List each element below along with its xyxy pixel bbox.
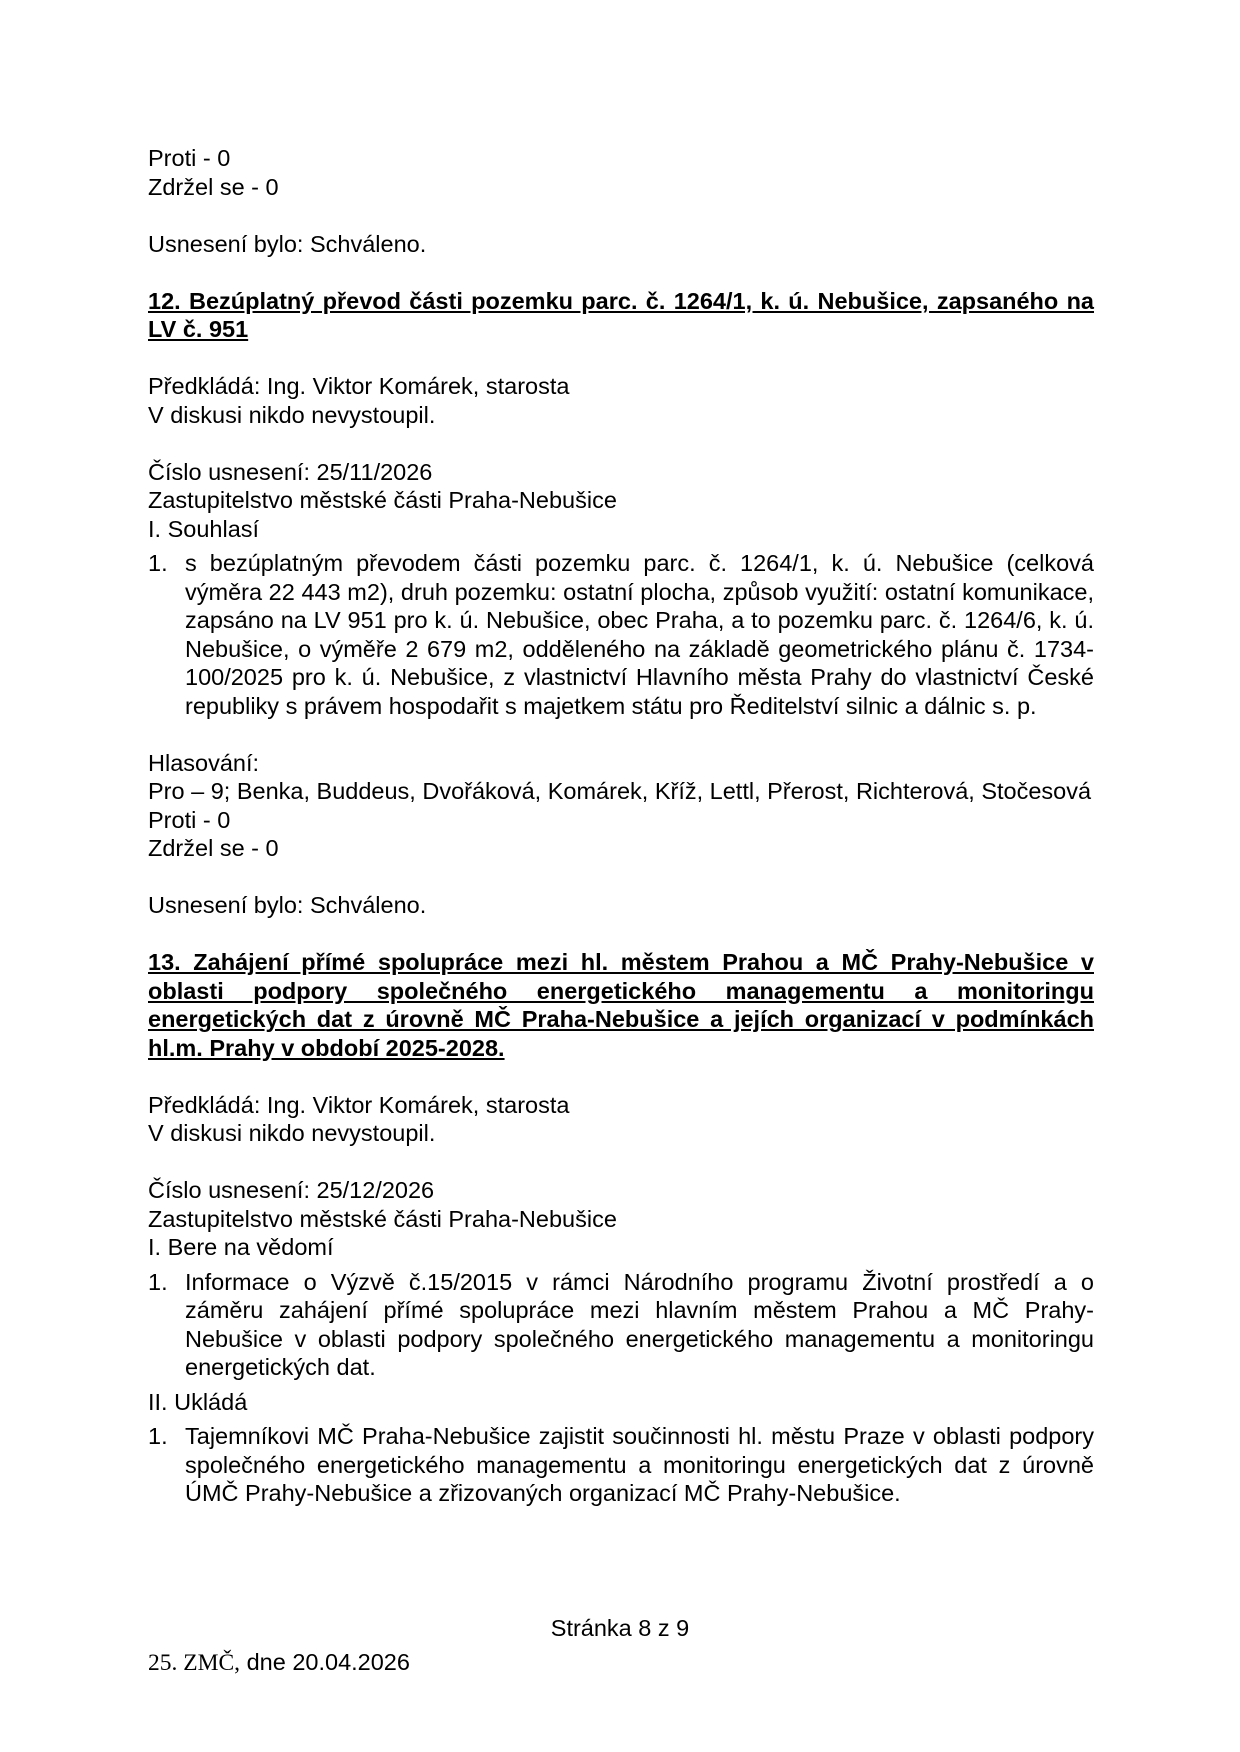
section-heading-13: 13. Zahájení přímé spolupráce mezi hl. městem Prahou a MČ Prahy-Nebušice v oblasti podpory společného energetického managementu a monitoringu energetických dat z úrovně MČ Praha-Nebušice a jejích organizací v podmínkách hl.m. Prahy v období 2025-2028. [148, 949, 1094, 1061]
footer-meeting: 25. ZMČ, [148, 1650, 241, 1676]
item-text: Informace o Výzvě č.15/2015 v rámci Národního programu Životní prostředí a o záměru zahájení přímé spolupráce mezi hlavním městem Prahou a MČ Prahy-Nebušice v oblasti podpory společného energetického managementu a monitoringu energetických dat. [185, 1268, 1094, 1380]
vote-against: Proti - 0 [148, 806, 231, 833]
vote-for: Pro – 9; Benka, Buddeus, Dvořáková, Komárek, Kříž, Lettl, Přerost, Richterová, Stočesová [148, 778, 1092, 804]
item-number: 1. [148, 1423, 168, 1449]
resolution-number: Číslo usnesení: 25/11/2026 [148, 458, 433, 485]
footer-date: dne 20.04.2026 [240, 1649, 410, 1675]
presenter: Předkládá: Ing. Viktor Komárek, starosta [148, 1091, 570, 1118]
vote-abstain: Zdržel se - 0 [148, 173, 279, 200]
voting-label: Hlasování: [148, 749, 260, 776]
vote-abstain: Zdržel se - 0 [148, 835, 279, 861]
resolution-part-heading: II. Ukládá [148, 1388, 248, 1415]
item-text: Tajemníkovi MČ Praha-Nebušice zajistit součinnosti hl. městu Praze v oblasti podpory společného energetického managementu a monitoringu energetických dat z úrovně ÚMČ Prahy-Nebušice a zřizovaných organizací MČ Prahy-Nebušice. [185, 1423, 1094, 1506]
resolution-item [148, 1268, 1094, 1382]
vote-against: Proti - 0 [148, 145, 231, 171]
resolution-item [148, 1422, 1094, 1508]
item-number: 1. [148, 550, 168, 576]
presenter: Předkládá: Ing. Viktor Komárek, starosta [148, 373, 570, 399]
council-name: Zastupitelstvo městské části Praha-Nebušice [148, 487, 617, 513]
resolution-item [148, 549, 1094, 720]
document-page [148, 144, 1094, 1508]
section-heading-12: 12. Bezúplatný převod části pozemku parc. č. 1264/1, k. ú. Nebušice, zapsaného na LV č. 951 [148, 287, 1094, 342]
discussion-note: V diskusi nikdo nevystoupil. [148, 401, 436, 428]
item-text: s bezúplatným převodem části pozemku parc. č. 1264/1, k. ú. Nebušice (celková výměra 22 443 m2), druh pozemku: ostatní plocha, způsob využití: ostatní komunikace, zapsáno na LV 951 pro k. ú. Nebušice, obec Praha, a to pozemku parc. č. 1264/6, k. ú. Nebušice, o výměře 2 679 m2, odděleného na základě geometrického plánu č. 1734-100/2025 pro k. ú. Nebušice, z vlastnictví Hlavního města Prahy do vlastnictví České republiky s právem hospodařit s majetkem státu pro Ředitelství silnic a dálnic s. p. [185, 550, 1094, 719]
page-number: Stránka 8 z 9 [550, 1615, 690, 1641]
footer-meeting-date [148, 1648, 410, 1678]
resolution-part-heading: I. Souhlasí [148, 515, 260, 542]
discussion-note: V diskusi nikdo nevystoupil. [148, 1120, 436, 1146]
council-name: Zastupitelstvo městské části Praha-Nebušice [148, 1205, 617, 1232]
resolution-result: Usnesení bylo: Schváleno. [148, 230, 427, 257]
resolution-number: Číslo usnesení: 25/12/2026 [148, 1177, 435, 1203]
resolution-part-heading: I. Bere na vědomí [148, 1234, 334, 1260]
resolution-result: Usnesení bylo: Schváleno. [148, 892, 427, 918]
item-number: 1. [148, 1268, 168, 1295]
